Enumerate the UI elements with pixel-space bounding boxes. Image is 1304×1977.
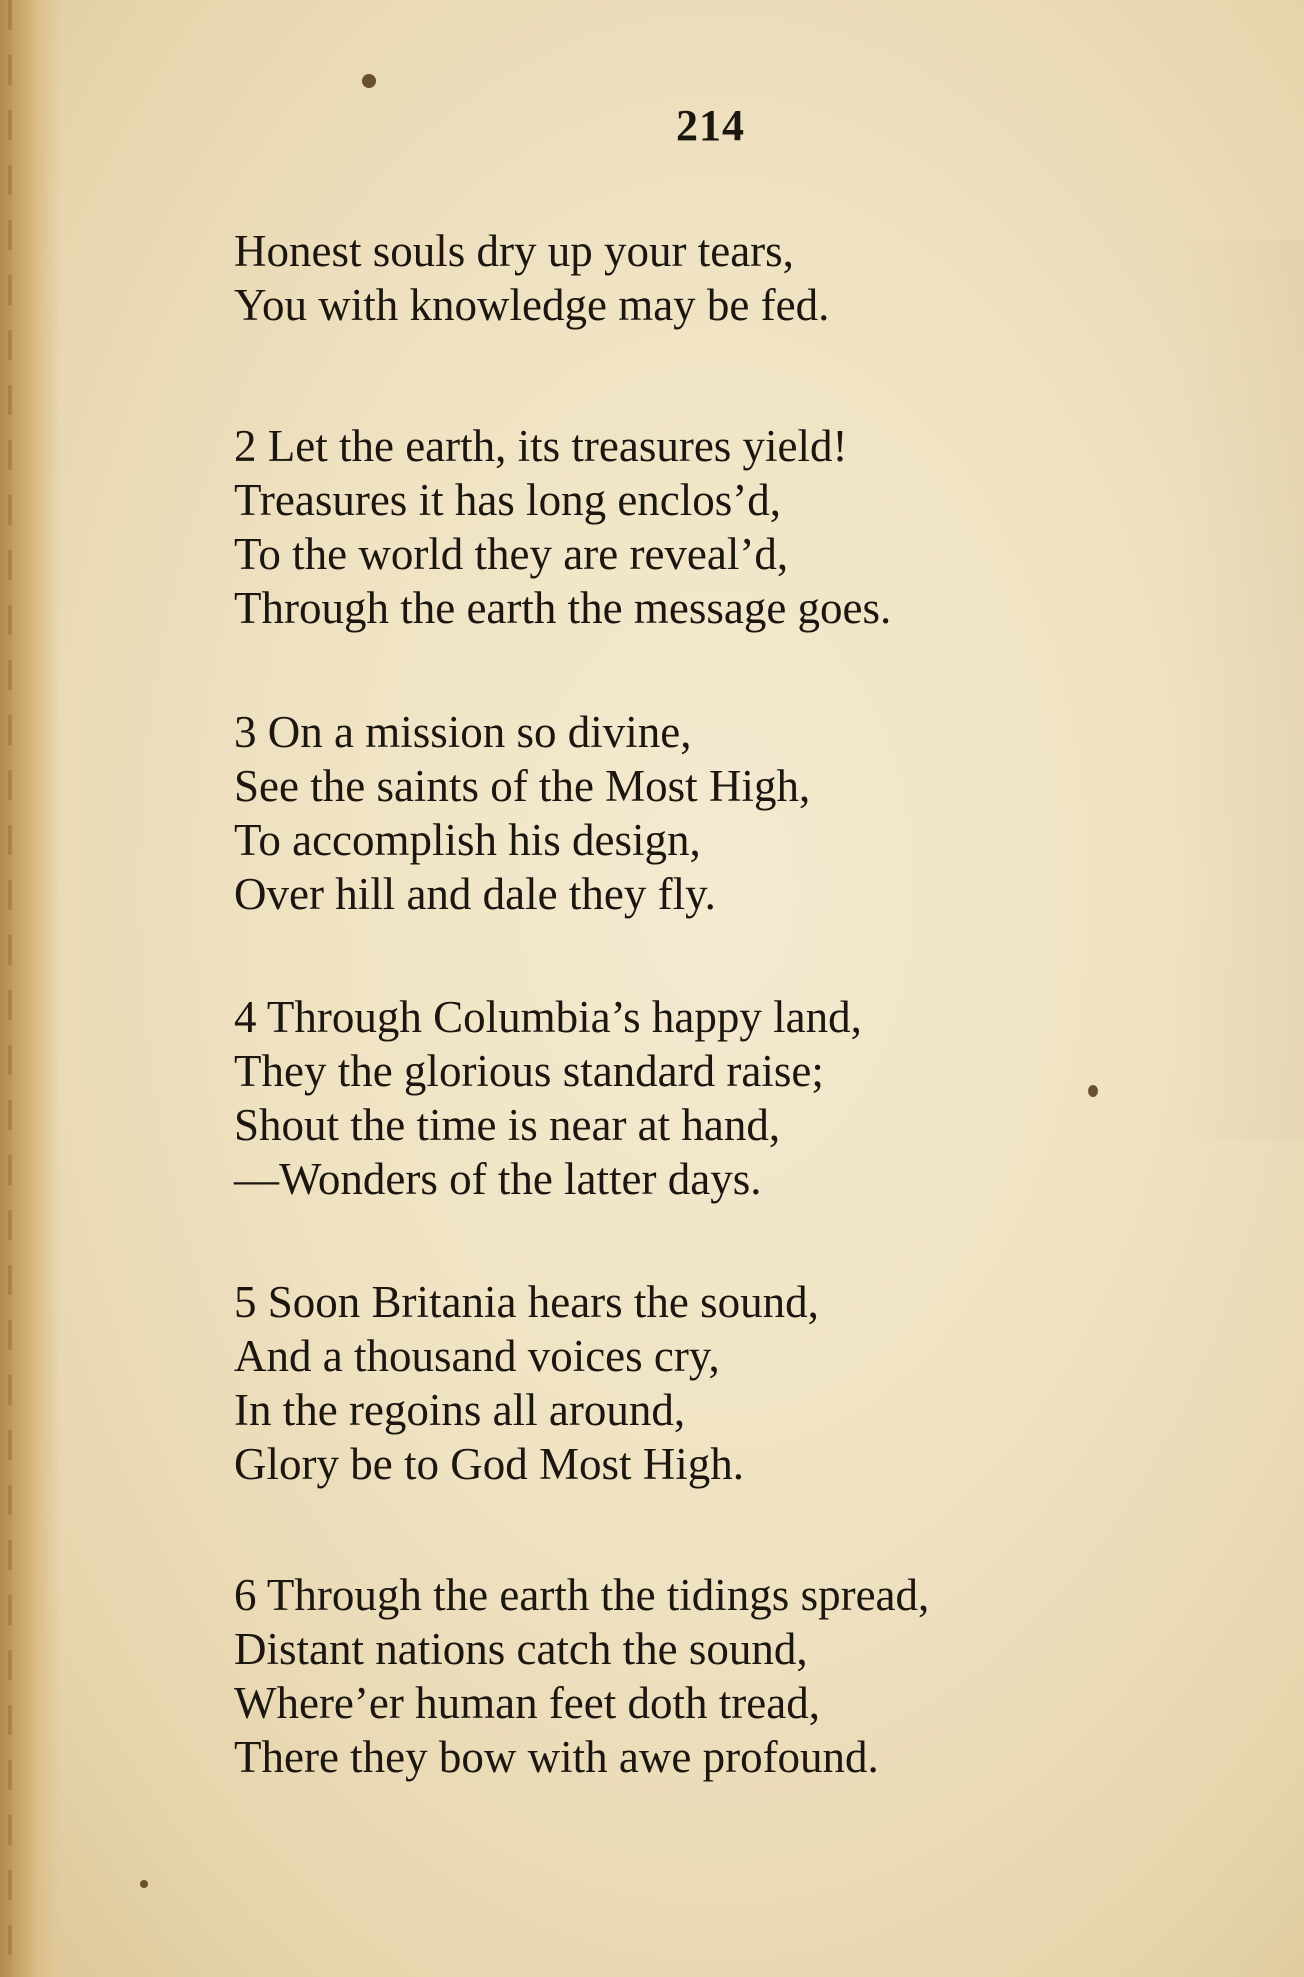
verse-line: To the world they are reveal’d,: [234, 529, 789, 579]
verse-4: [234, 990, 862, 1206]
verse-line: You with knowledge may be fed.: [234, 280, 830, 330]
verse-line: In the regoins all around,: [234, 1385, 686, 1435]
paper-speck: [362, 74, 376, 88]
verse-line: —Wonders of the latter days.: [234, 1154, 762, 1204]
verse-line: 5 Soon Britania hears the sound,: [234, 1277, 819, 1327]
page-number: 214: [676, 101, 745, 150]
verse-line: 2 Let the earth, its treasures yield!: [234, 421, 848, 471]
verse-line: Through the earth the message goes.: [234, 583, 892, 633]
verse-line: Treasures it has long enclos’d,: [234, 475, 782, 525]
verse-line: To accomplish his design,: [234, 815, 701, 865]
verse-5: [234, 1275, 819, 1491]
verse-line: Shout the time is near at hand,: [234, 1100, 781, 1150]
verse-line: And a thousand voices cry,: [234, 1331, 720, 1381]
verse-1-continued: [234, 224, 829, 332]
verse-line: 3 On a mission so divine,: [234, 707, 692, 757]
verse-line: Honest souls dry up your tears,: [234, 226, 794, 276]
verse-line: 6 Through the earth the tidings spread,: [234, 1570, 930, 1620]
verse-line: There they bow with awe profound.: [234, 1732, 879, 1782]
verse-line: Glory be to God Most High.: [234, 1439, 744, 1489]
page-binding-edge: [0, 0, 60, 1977]
verse-line: They the glorious standard raise;: [234, 1046, 824, 1096]
verse-line: 4 Through Columbia’s happy land,: [234, 992, 862, 1042]
paper-speck: [1088, 1085, 1098, 1097]
verse-line: Over hill and dale they fly.: [234, 869, 716, 919]
verse-line: See the saints of the Most High,: [234, 761, 811, 811]
verse-6: [234, 1568, 929, 1784]
bleed-through-shade: [1174, 240, 1304, 1140]
verse-3: [234, 705, 810, 921]
verse-line: Distant nations catch the sound,: [234, 1624, 808, 1674]
verse-line: Where’er human feet doth tread,: [234, 1678, 820, 1728]
paper-speck: [140, 1880, 148, 1888]
verse-2: [234, 419, 891, 635]
